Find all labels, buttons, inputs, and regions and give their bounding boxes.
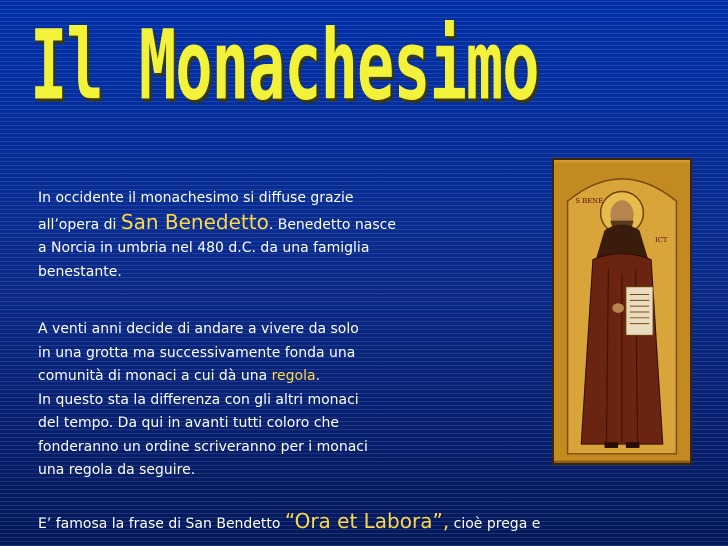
rule-line-4: In questo sta la differenza con gli altri monaci: [38, 391, 359, 408]
intro-line-1: In occidente il monachesimo si diffuse grazie: [38, 190, 354, 206]
motto-paragraph: [38, 510, 658, 537]
regola-highlight: regola: [271, 368, 316, 384]
rule-line-2: in una grotta ma successivamente fonda una: [38, 344, 356, 361]
rule-line-6: fonderanno un ordine scriveranno per i monaci: [38, 438, 368, 455]
intro-line-3: a Norcia in umbria nel 480 d.C. da una famiglia: [38, 240, 370, 256]
ora-et-labora-highlight: “Ora et Labora”,: [284, 509, 450, 533]
motto-line-b: cioè prega e: [449, 516, 541, 532]
rule-line-3a: comunità di monaci a cui dà una: [38, 368, 272, 384]
saint-benedict-icon-art: [554, 160, 690, 463]
icon-inscription-right: ICT: [655, 236, 668, 245]
rule-line-5: del tempo. Da qui in avanti tutti coloro che: [38, 415, 339, 431]
rule-paragraph: [38, 318, 498, 483]
rule-line-3b: .: [315, 368, 321, 384]
motto-line-a: E’ famosa la frase di San Bendetto: [38, 516, 285, 532]
intro-paragraph: [38, 187, 498, 284]
intro-line-2a: all’opera di: [38, 216, 121, 233]
icon-inscription-left: S BENE: [575, 197, 604, 206]
intro-line-4: benestante.: [38, 263, 122, 280]
rule-line-7: una regola da seguire.: [38, 462, 196, 478]
page-title: Il Monachesimo: [30, 8, 539, 122]
intro-line-2b: . Benedetto nasce: [268, 216, 396, 233]
saint-benedict-icon: [552, 158, 692, 465]
rule-line-1: A venti anni decide di andare a vivere da solo: [38, 321, 359, 337]
san-benedetto-highlight: San Benedetto: [120, 209, 269, 234]
